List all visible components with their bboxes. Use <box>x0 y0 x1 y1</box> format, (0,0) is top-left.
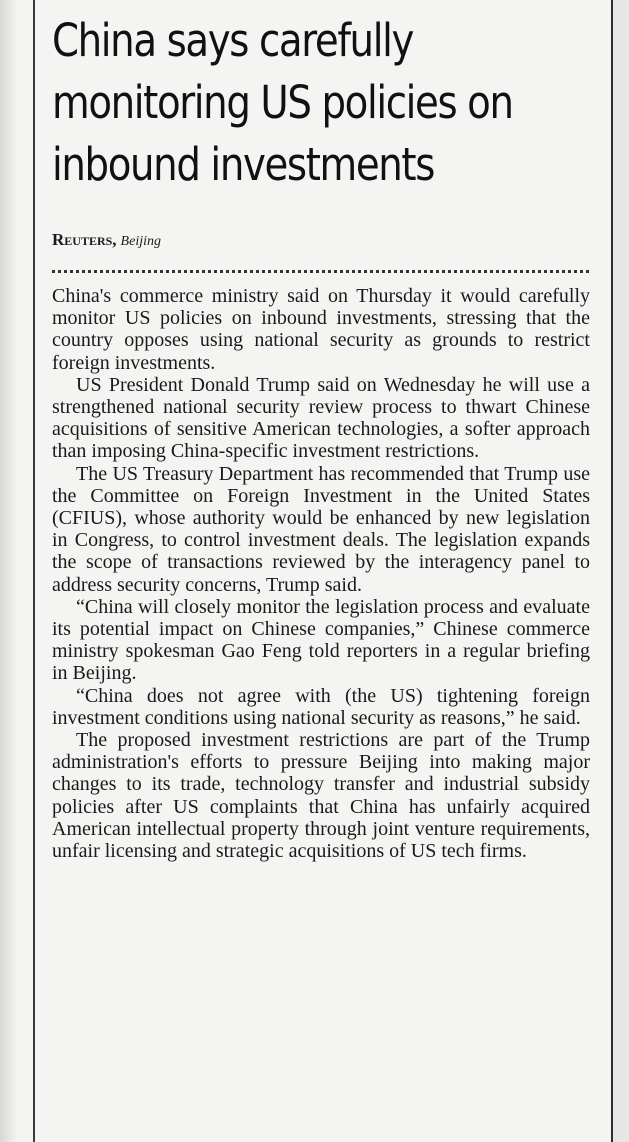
byline-location: Beijing <box>120 234 161 249</box>
byline-agency: Reuters, <box>52 230 117 249</box>
page-edge-right <box>613 0 629 1142</box>
headline-line: monitoring US policies on <box>52 76 513 129</box>
byline <box>52 230 161 250</box>
body-paragraph: “China does not agree with (the US) tightening foreign investment conditions using national security as reasons,” he said. <box>52 684 590 729</box>
body-paragraph: China's commerce ministry said on Thursday it would carefully monitor US policies on inbound investments, stressing that the country opposes using national security as grounds to restrict foreign investments. <box>52 285 590 374</box>
dotted-divider <box>52 270 589 273</box>
headline <box>52 10 602 196</box>
column-rule-left <box>33 0 35 1142</box>
headline-line: inbound investments <box>52 138 435 191</box>
article-body <box>52 285 590 862</box>
body-paragraph: US President Donald Trump said on Wednesday he will use a strengthened national security review process to thwart Chinese acquisitions of sensitive American technologies, a softer approach than imposing China-specific investment restrictions. <box>52 373 590 463</box>
body-paragraph: The US Treasury Department has recommended that Trump use the Committee on Foreign Investment in the United States (CFIUS), whose authority would be enhanced by new legislation in Congress, to control investment deals. The legislation expands the scope of transactions reviewed by the interagency panel to address security concerns, Trump said. <box>52 462 590 596</box>
body-paragraph: The proposed investment restrictions are part of the Trump administration's efforts to pressure Beijing into making major changes to its trade, technology transfer and industrial subsidy policies after US complaints that China has unfairly acquired American intellectual property through joint venture requirements, unfair licensing and strategic acquisitions of US tech firms. <box>52 729 590 863</box>
page-edge-left <box>0 0 18 1142</box>
body-paragraph: “China will closely monitor the legislation process and evaluate its potential impact on Chinese companies,” Chinese commerce ministry spokesman Gao Feng told reporters in a regular briefing in Beijing. <box>52 595 590 685</box>
headline-line: China says carefully <box>52 14 413 67</box>
article <box>52 10 590 863</box>
